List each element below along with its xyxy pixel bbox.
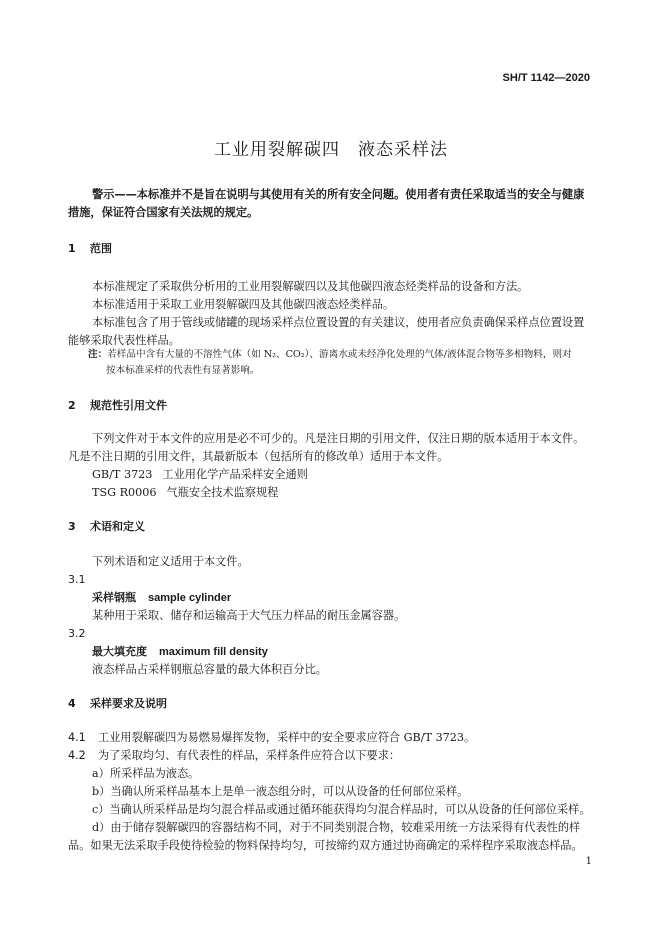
section1-number: 1 [68,242,76,255]
section2-heading [68,397,594,415]
section3-title: 术语和定义 [90,520,145,533]
section1-note [68,347,614,379]
note-line-1: 若样品中含有大量的不溶性气体（如 N₂、CO₂）、游离水或未经净化处理的气体/液体混合物等多相物料，则对 [107,349,572,360]
reference-item [68,466,618,484]
section2-paragraph: 下列文件对于本文件的应用是必不可少的。凡是注日期的引用文件，仅注日期的版本适用于本文件。凡是不注日期的引用文件，其最新版本（包括所有的修改单）适用于本文件。 [68,432,585,463]
section1-paragraph-1: 本标准规定了采取供分析用的工业用裂解碳四以及其他碳四液态烃类样品的设备和方法。 [92,280,529,293]
list-item: c）当确认所采样品是均匀混合样品或通过循环能获得均匀混合样品时，可以从设备的任何部位采样。 [92,803,591,816]
title-part1: 工业用裂解碳四 [214,140,340,160]
clause-text: 为了采取均匀、有代表性的样品，采样条件应符合以下要求： [98,749,401,762]
term-heading [68,589,618,607]
clause-4-2 [68,747,594,765]
note-line-2: 按本标准采样的代表性有显著影响。 [106,365,260,376]
reference-code: GB/T 3723 [92,468,153,481]
term-en: maximum fill density [159,646,268,658]
section1-paragraph-3: 本标准包含了用于管线或储罐的现场采样点位置设置的有关建议，使用者应负责确保采样点位置设置能够采取代表性样品。 [68,316,585,347]
section3-intro: 下列术语和定义适用于本文件。 [92,555,249,568]
document-title [0,135,662,160]
term-definition: 某种用于采取、储存和运输高于大气压力样品的耐压金属容器。 [92,609,406,622]
reference-code: TSG R0006 [92,486,157,499]
reference-title: 工业用化学产品采样安全通则 [162,468,308,481]
section3-number: 3 [68,520,76,533]
section4-number: 4 [68,697,76,710]
reference-item [68,484,618,502]
section1-title: 范围 [90,242,112,255]
reference-title: 气瓶安全技术监察规程 [166,486,279,499]
list-item: a）所采样品为液态。 [92,767,200,780]
term-definition: 液态样品占采样钢瓶总容量的最大体积百分比。 [92,663,327,676]
section3-heading [68,518,594,536]
page-number: 1 [585,856,592,867]
term-number: 3.2 [68,627,86,640]
clause-number: 4.1 [68,731,86,744]
list-item: d）由于储存裂解碳四的容器结构不同，对于不同类别混合物，较难采用统一方法采得有代表性的样品。如果无法采取手段使待检验的物料保持均匀，可按缔约双方通过协商确定的采样程序采取液态样品。 [68,821,583,852]
section4-title: 采样要求及说明 [90,697,167,710]
term-heading [68,643,618,661]
list-item: b）当确认所采样品基本上是单一液态组分时，可以从设备的任何部位采样。 [92,785,469,798]
term-zh: 最大填充度 [92,645,147,658]
section2-number: 2 [68,399,76,412]
note-label: 注： [88,349,108,360]
term-number: 3.1 [68,573,86,586]
section2-title: 规范性引用文件 [90,399,167,412]
term-en: sample cylinder [148,592,232,604]
section1-paragraph-2: 本标准适用于采取工业用裂解碳四及其他碳四液态烃类样品。 [92,298,395,311]
section1-heading [68,240,594,258]
warning-paragraph: 警示——本标准并不是旨在说明与其使用有关的所有安全问题。使用者有责任采取适当的安全与健康措施，保证符合国家有关法规的规定。 [68,188,585,219]
clause-number: 4.2 [68,749,86,762]
term-zh: 采样钢瓶 [92,591,136,604]
document-code: SH/T 1142—2020 [502,72,590,84]
title-part2: 液态采样法 [358,140,448,160]
clause-4-1 [68,729,594,747]
clause-text: 工业用裂解碳四为易燃易爆挥发物，采样中的安全要求应符合 GB/T 3723。 [98,731,476,744]
section4-heading [68,695,594,713]
